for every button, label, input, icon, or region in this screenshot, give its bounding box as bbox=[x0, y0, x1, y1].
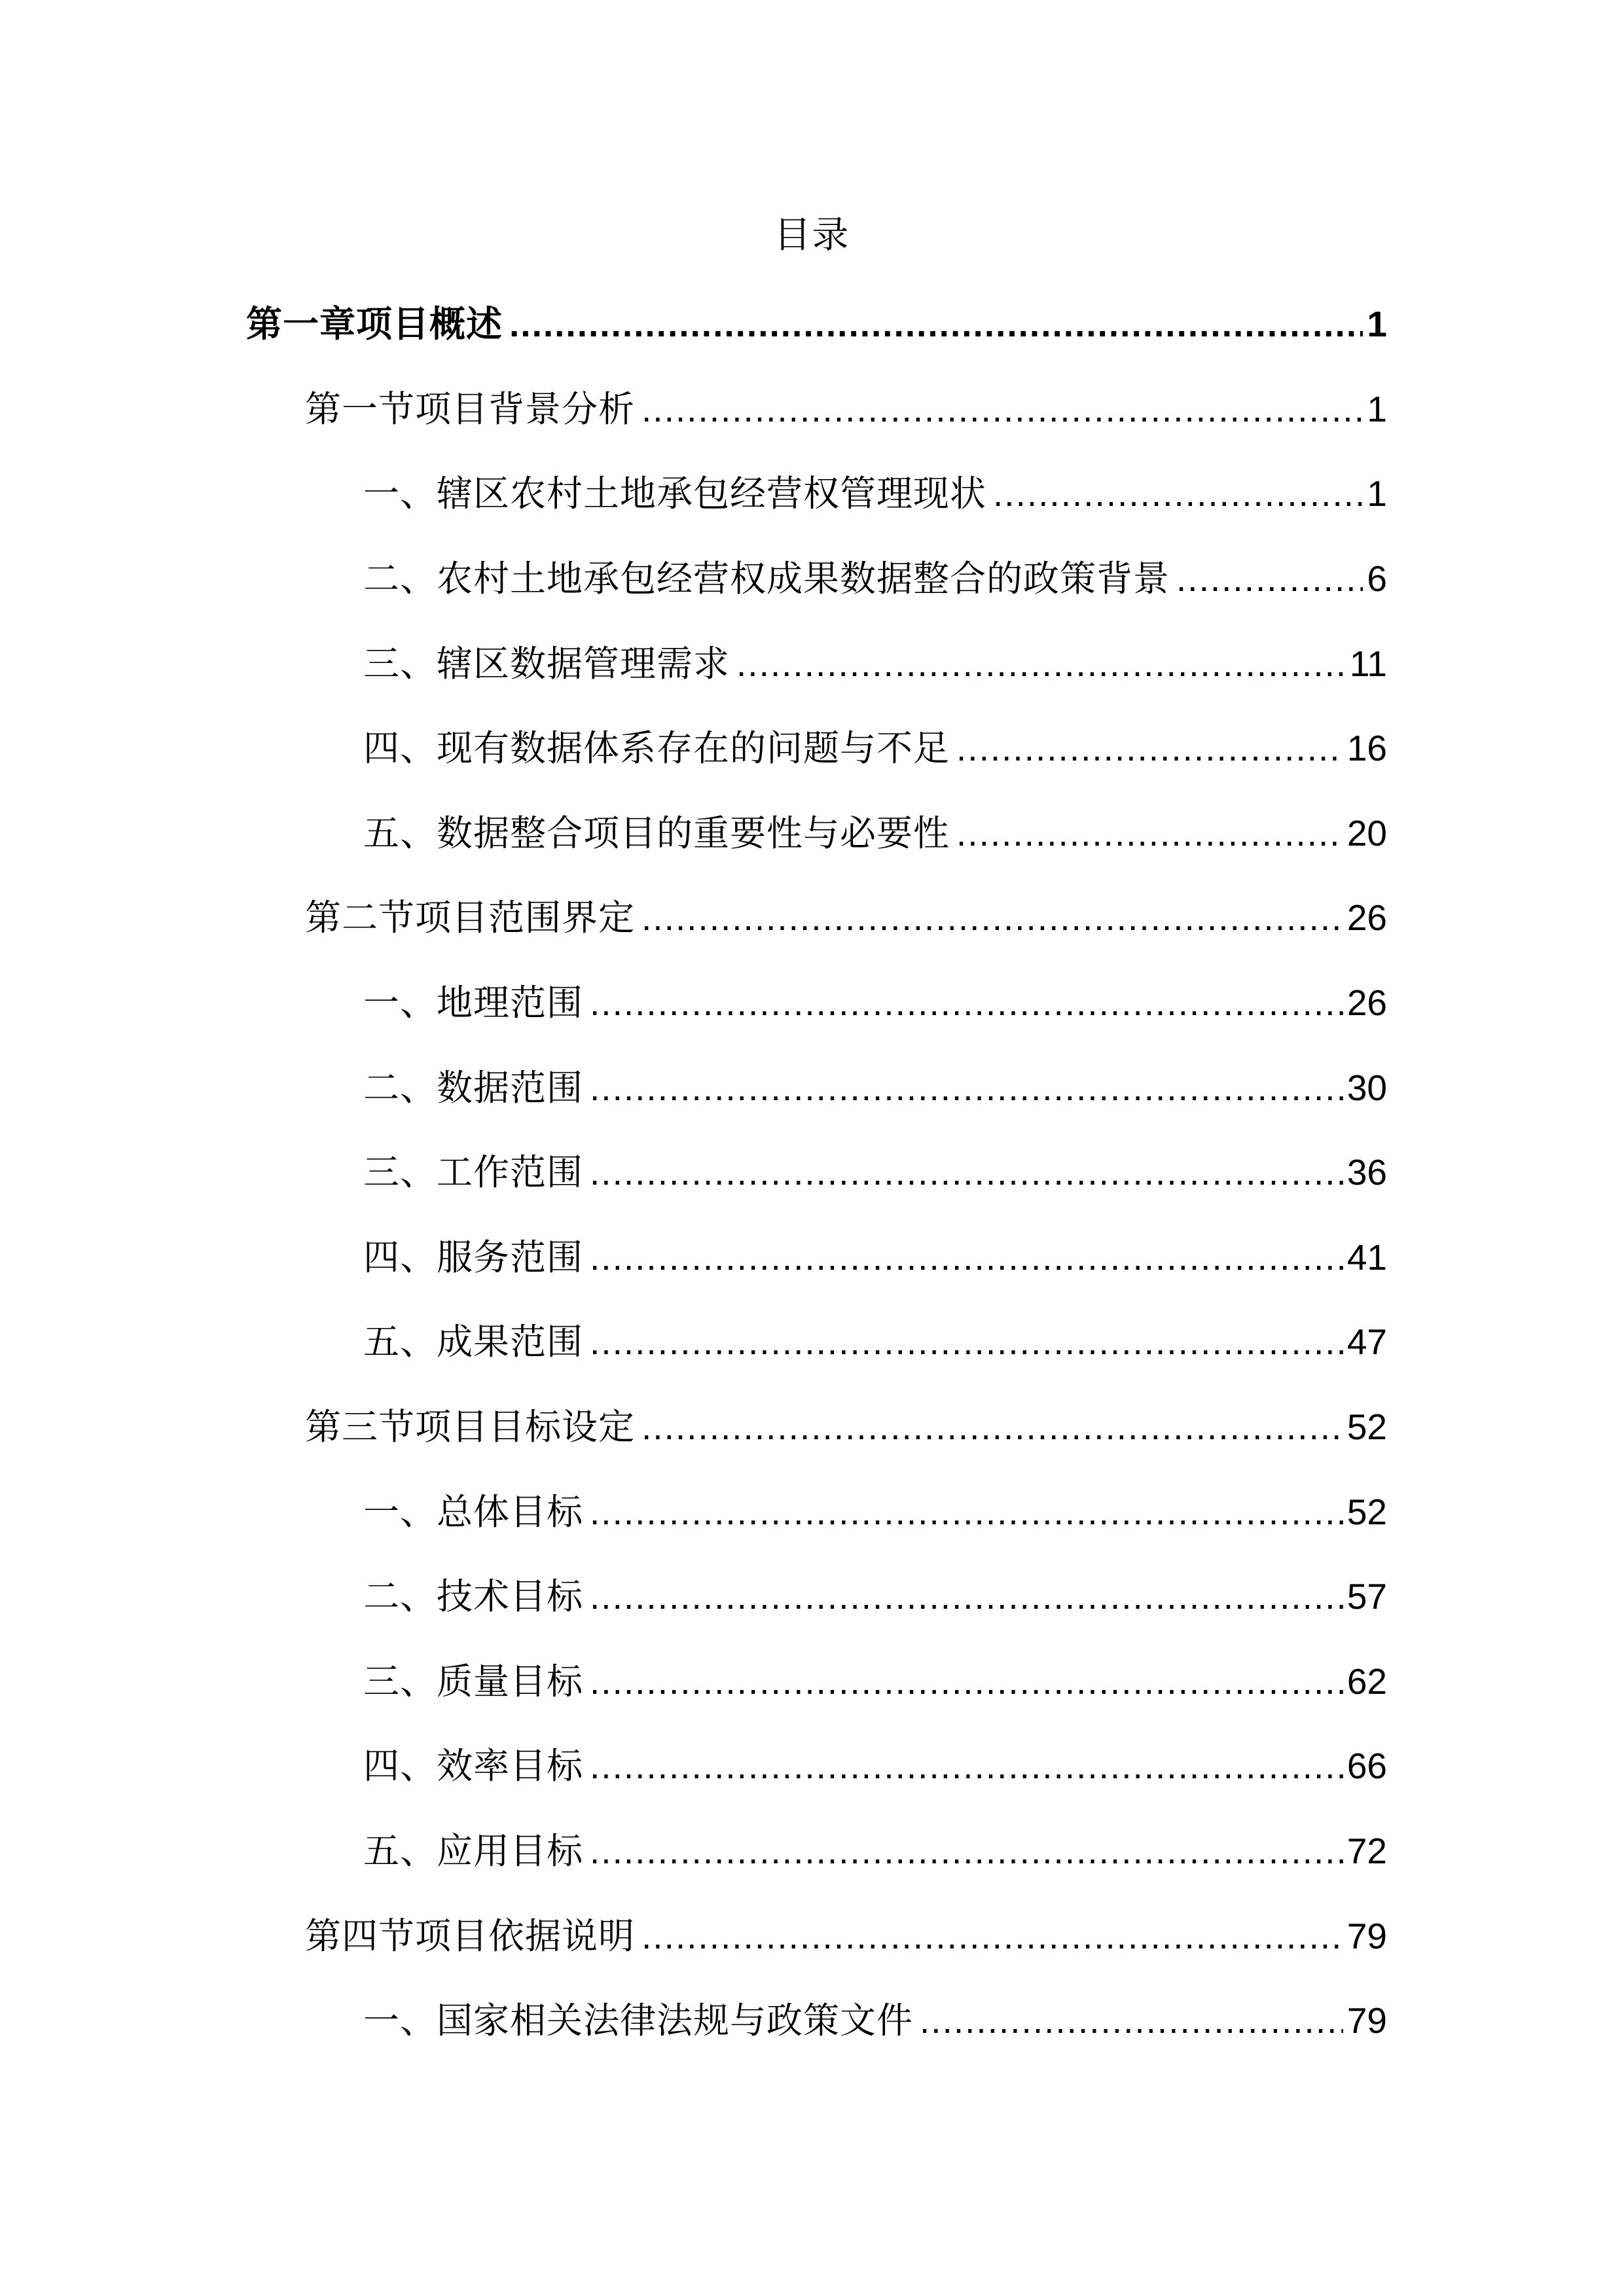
toc-entry-section-4[interactable] bbox=[305, 1910, 1387, 1962]
dot-leader bbox=[641, 891, 1343, 944]
toc-entry-section-2[interactable] bbox=[305, 891, 1387, 944]
toc-entry-subsection[interactable] bbox=[363, 807, 1387, 859]
toc-page-number: 41 bbox=[1346, 1237, 1387, 1278]
toc-entry-text: 二、技术目标 bbox=[363, 1575, 584, 1617]
toc-page-number: 20 bbox=[1346, 813, 1387, 853]
toc-entry-subsection[interactable] bbox=[363, 1740, 1387, 1792]
dot-leader bbox=[920, 1994, 1343, 2047]
toc-page-number: 57 bbox=[1346, 1576, 1387, 1617]
dot-leader bbox=[590, 1486, 1343, 1538]
dot-leader bbox=[590, 1146, 1343, 1198]
toc-page-number: 16 bbox=[1346, 728, 1387, 768]
toc-entry-section-1[interactable] bbox=[305, 383, 1387, 435]
dot-leader bbox=[590, 1825, 1343, 1877]
toc-page-number: 72 bbox=[1346, 1831, 1387, 1871]
toc-entry-text: 三、工作范围 bbox=[363, 1151, 584, 1193]
dot-leader bbox=[641, 1401, 1343, 1453]
dot-leader bbox=[590, 977, 1343, 1029]
dot-leader bbox=[590, 1316, 1343, 1368]
toc-entry-text: 二、农村土地承包经营权成果数据整合的政策背景 bbox=[363, 558, 1170, 600]
toc-entry-text: 四、现有数据体系存在的问题与不足 bbox=[363, 727, 950, 769]
toc-entry-text: 五、数据整合项目的重要性与必要性 bbox=[363, 812, 950, 854]
toc-entry-text: 三、质量目标 bbox=[363, 1660, 584, 1702]
toc-page-number: 52 bbox=[1346, 1492, 1387, 1532]
toc-entry-text: 三、辖区数据管理需求 bbox=[363, 643, 731, 685]
toc-entry-text: 一、地理范围 bbox=[363, 982, 584, 1024]
toc-page-number: 26 bbox=[1346, 982, 1387, 1023]
toc-entry-subsection[interactable] bbox=[363, 1994, 1387, 2047]
toc-entry-subsection[interactable] bbox=[363, 1146, 1387, 1198]
dot-leader bbox=[590, 1062, 1343, 1114]
toc-page-number: 47 bbox=[1346, 1321, 1387, 1362]
dot-leader bbox=[736, 637, 1346, 690]
toc-entry-text: 第四节项目依据说明 bbox=[305, 1915, 636, 1957]
toc-page-number: 66 bbox=[1346, 1746, 1387, 1786]
dot-leader bbox=[590, 1740, 1343, 1792]
toc-page-number: 79 bbox=[1346, 1916, 1387, 1956]
dot-leader bbox=[956, 807, 1343, 859]
dot-leader bbox=[993, 467, 1363, 520]
toc-page-number: 30 bbox=[1346, 1067, 1387, 1108]
dot-leader bbox=[956, 722, 1343, 774]
toc-entry-text: 第二节项目范围界定 bbox=[305, 897, 636, 939]
toc-entry-subsection[interactable] bbox=[363, 977, 1387, 1029]
toc-entry-subsection[interactable] bbox=[363, 1825, 1387, 1877]
toc-entry-text: 二、数据范围 bbox=[363, 1067, 584, 1109]
toc-entry-text: 四、效率目标 bbox=[363, 1745, 584, 1787]
toc-entry-text: 五、应用目标 bbox=[363, 1830, 584, 1872]
toc-page-number: 1 bbox=[1367, 304, 1387, 344]
toc-entry-subsection[interactable] bbox=[363, 1570, 1387, 1623]
toc-page-number: 1 bbox=[1367, 389, 1387, 429]
toc-entry-text: 第三节项目目标设定 bbox=[305, 1406, 636, 1448]
toc-page-number: 6 bbox=[1367, 558, 1387, 599]
toc-page-number: 79 bbox=[1346, 2000, 1387, 2041]
toc-entry-subsection[interactable] bbox=[363, 1486, 1387, 1538]
dot-leader bbox=[590, 1655, 1343, 1708]
toc-entry-subsection[interactable] bbox=[363, 1316, 1387, 1368]
dot-leader bbox=[1176, 552, 1363, 605]
toc-entry-text: 第一章项目概述 bbox=[246, 303, 503, 345]
dot-leader bbox=[641, 1910, 1343, 1962]
toc-page-number: 36 bbox=[1346, 1152, 1387, 1193]
toc-page-number: 62 bbox=[1346, 1661, 1387, 1702]
toc-entry-subsection[interactable] bbox=[363, 1655, 1387, 1708]
toc-entry-text: 五、成果范围 bbox=[363, 1321, 584, 1363]
toc-page-number: 26 bbox=[1346, 897, 1387, 938]
toc-entry-text: 一、国家相关法律法规与政策文件 bbox=[363, 2000, 914, 2041]
dot-leader bbox=[590, 1231, 1343, 1283]
toc-entry-subsection[interactable] bbox=[363, 722, 1387, 774]
toc-entry-text: 一、总体目标 bbox=[363, 1491, 584, 1533]
dot-leader bbox=[590, 1570, 1343, 1623]
toc-entry-subsection[interactable] bbox=[363, 467, 1387, 520]
dot-leader bbox=[641, 383, 1363, 435]
toc-entry-text: 四、服务范围 bbox=[363, 1236, 584, 1278]
toc-entry-section-3[interactable] bbox=[305, 1401, 1387, 1453]
toc-page-number: 1 bbox=[1367, 473, 1387, 514]
dot-leader bbox=[509, 298, 1363, 350]
toc-page-number: 11 bbox=[1349, 643, 1387, 684]
toc-entry-subsection[interactable] bbox=[363, 637, 1387, 690]
toc-title: 目录 bbox=[774, 214, 850, 257]
toc-entry-subsection[interactable] bbox=[363, 552, 1387, 605]
toc-page-number: 52 bbox=[1346, 1407, 1387, 1447]
toc-entry-text: 第一节项目背景分析 bbox=[305, 388, 636, 430]
toc-entry-text: 一、辖区农村土地承包经营权管理现状 bbox=[363, 473, 987, 514]
toc-entry-chapter-1[interactable] bbox=[246, 298, 1387, 350]
toc-entry-subsection[interactable] bbox=[363, 1062, 1387, 1114]
toc-entry-subsection[interactable] bbox=[363, 1231, 1387, 1283]
